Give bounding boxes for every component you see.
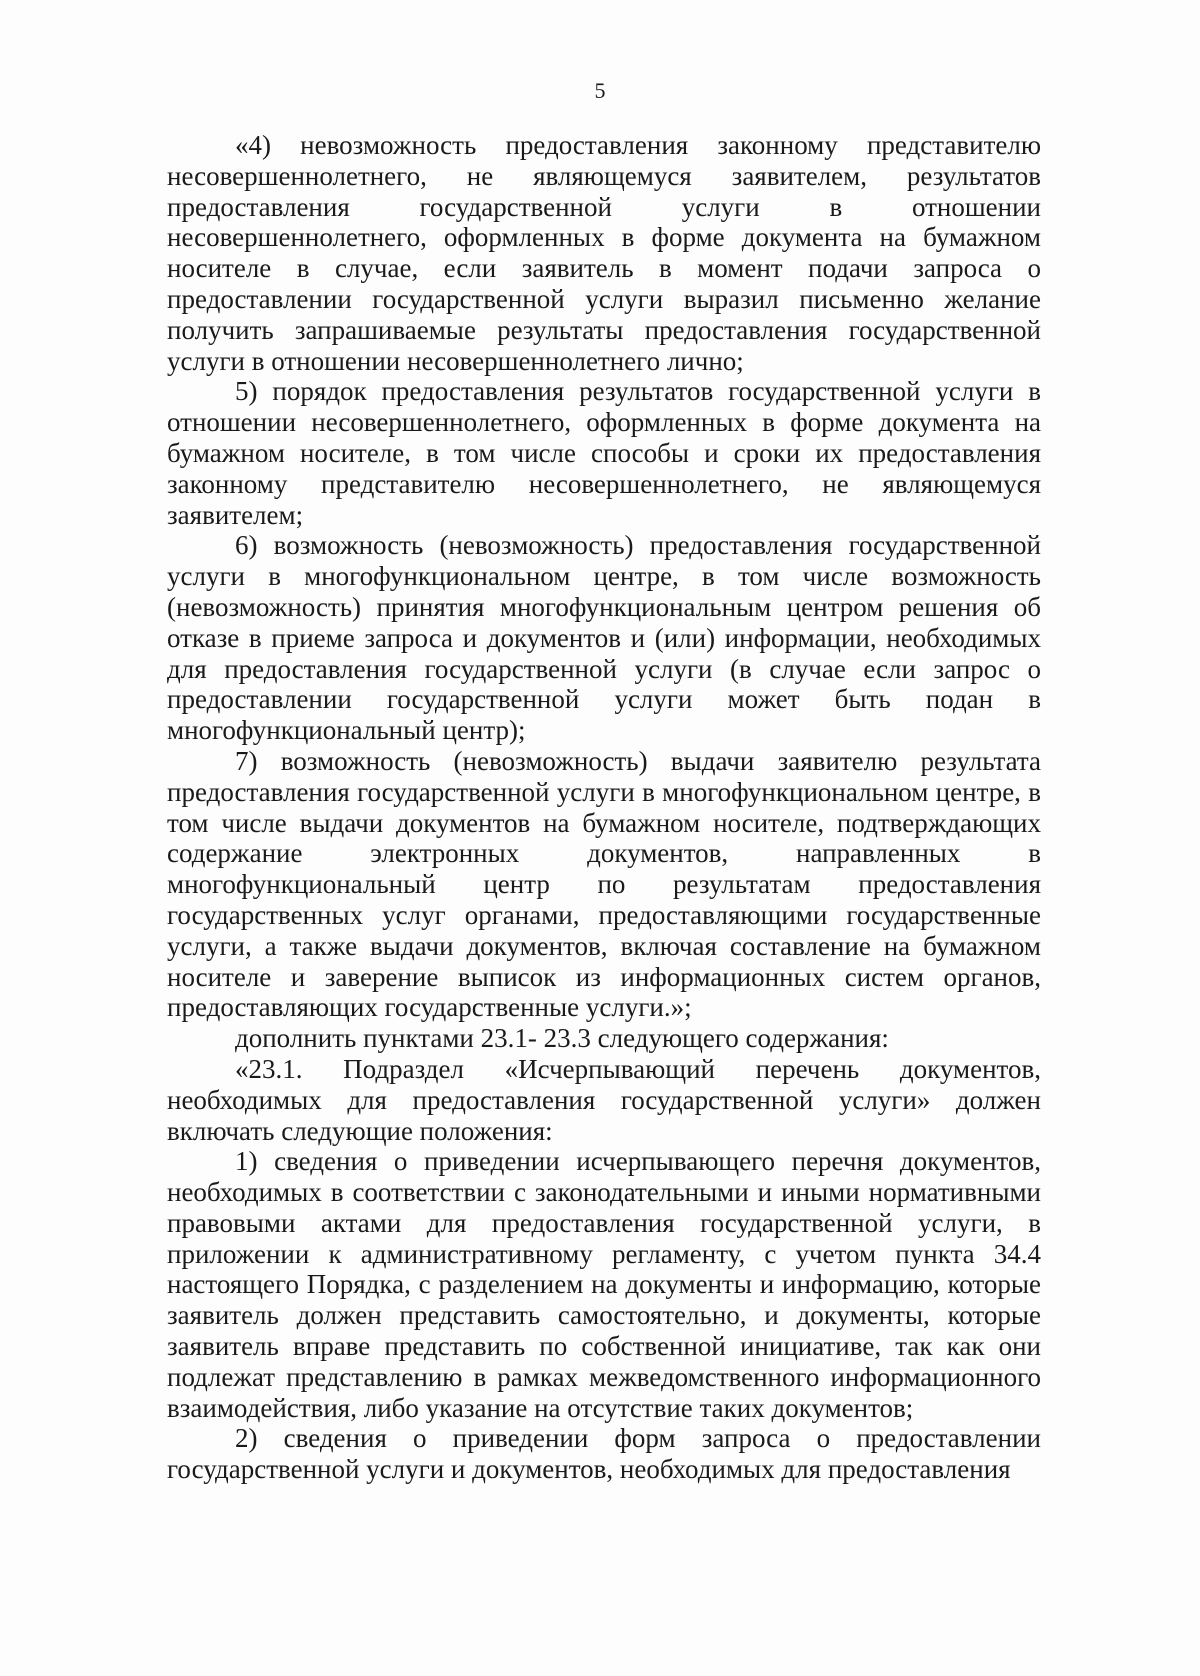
paragraph-23-1-item-2: 2) сведения о приведении форм запроса о предоставлении государственной услуги и документов, необходимых для предоставления <box>167 1423 1041 1485</box>
document-body <box>167 130 1041 1485</box>
paragraph-amendment-intro: дополнить пунктами 23.1- 23.3 следующего содержания: <box>235 1023 889 1054</box>
paragraph-item-7: 7) возможность (невозможность) выдачи заявителю результата предоставления государственной услуги в многофункциональном центре, в том числе выдачи документов на бумажном носителе, подтверждающих содержание электронных документов, направленных в многофункциональный центр по результатам предоставления государственных услуг органами, предоставляющими государственные услуги, а также выдачи документов, включая составление на бумажном носителе и заверение выписок из информационных систем органов, предоставляющих государственные услуги.»; <box>167 745 1041 1023</box>
paragraph-23-1: «23.1. Подраздел «Исчерпывающий перечень документов, необходимых для предоставления государственной услуги» должен включать следующие положения: <box>167 1053 1041 1146</box>
paragraph-item-6: 6) возможность (невозможность) предоставления государственной услуги в многофункциональном центре, в том числе возможность (невозможность) принятия многофункциональным центром решения об отказе в приеме запроса и документов и (или) информации, необходимых для предоставления государственной услуги (в случае если запрос о предоставлении государственной услуги может быть подан в многофункциональный центр); <box>167 530 1041 746</box>
paragraph-item-4: «4) невозможность предоставления законному представителю несовершеннолетнего, не являющемуся заявителем, результатов предоставления государственной услуги в отношении несовершеннолетнего, оформленных в форме документа на бумажном носителе в случае, если заявитель в момент подачи запроса о предоставлении государственной услуги выразил письменно желание получить запрашиваемые результаты предоставления государственной услуги в отношении несовершеннолетнего лично; <box>167 130 1041 376</box>
paragraph-23-1-item-1: 1) сведения о приведении исчерпывающего перечня документов, необходимых в соответствии с законодательными и иными нормативными правовыми актами для предоставления государственной услуги, в приложении к административному регламенту, с учетом пункта 34.4 настоящего Порядка, с разделением на документы и информацию, которые заявитель должен представить самостоятельно, и документы, которые заявитель вправе представить по собственной инициативе, так как они подлежат представлению в рамках межведомственного информационного взаимодействия, либо указание на отсутствие таких документов; <box>167 1146 1041 1423</box>
paragraph-item-5: 5) порядок предоставления результатов государственной услуги в отношении несовершеннолетнего, оформленных в форме документа на бумажном носителе, в том числе способы и сроки их предоставления законному представителю несовершеннолетнего, не являющемуся заявителем; <box>167 376 1041 530</box>
page-number: 5 <box>594 78 606 103</box>
